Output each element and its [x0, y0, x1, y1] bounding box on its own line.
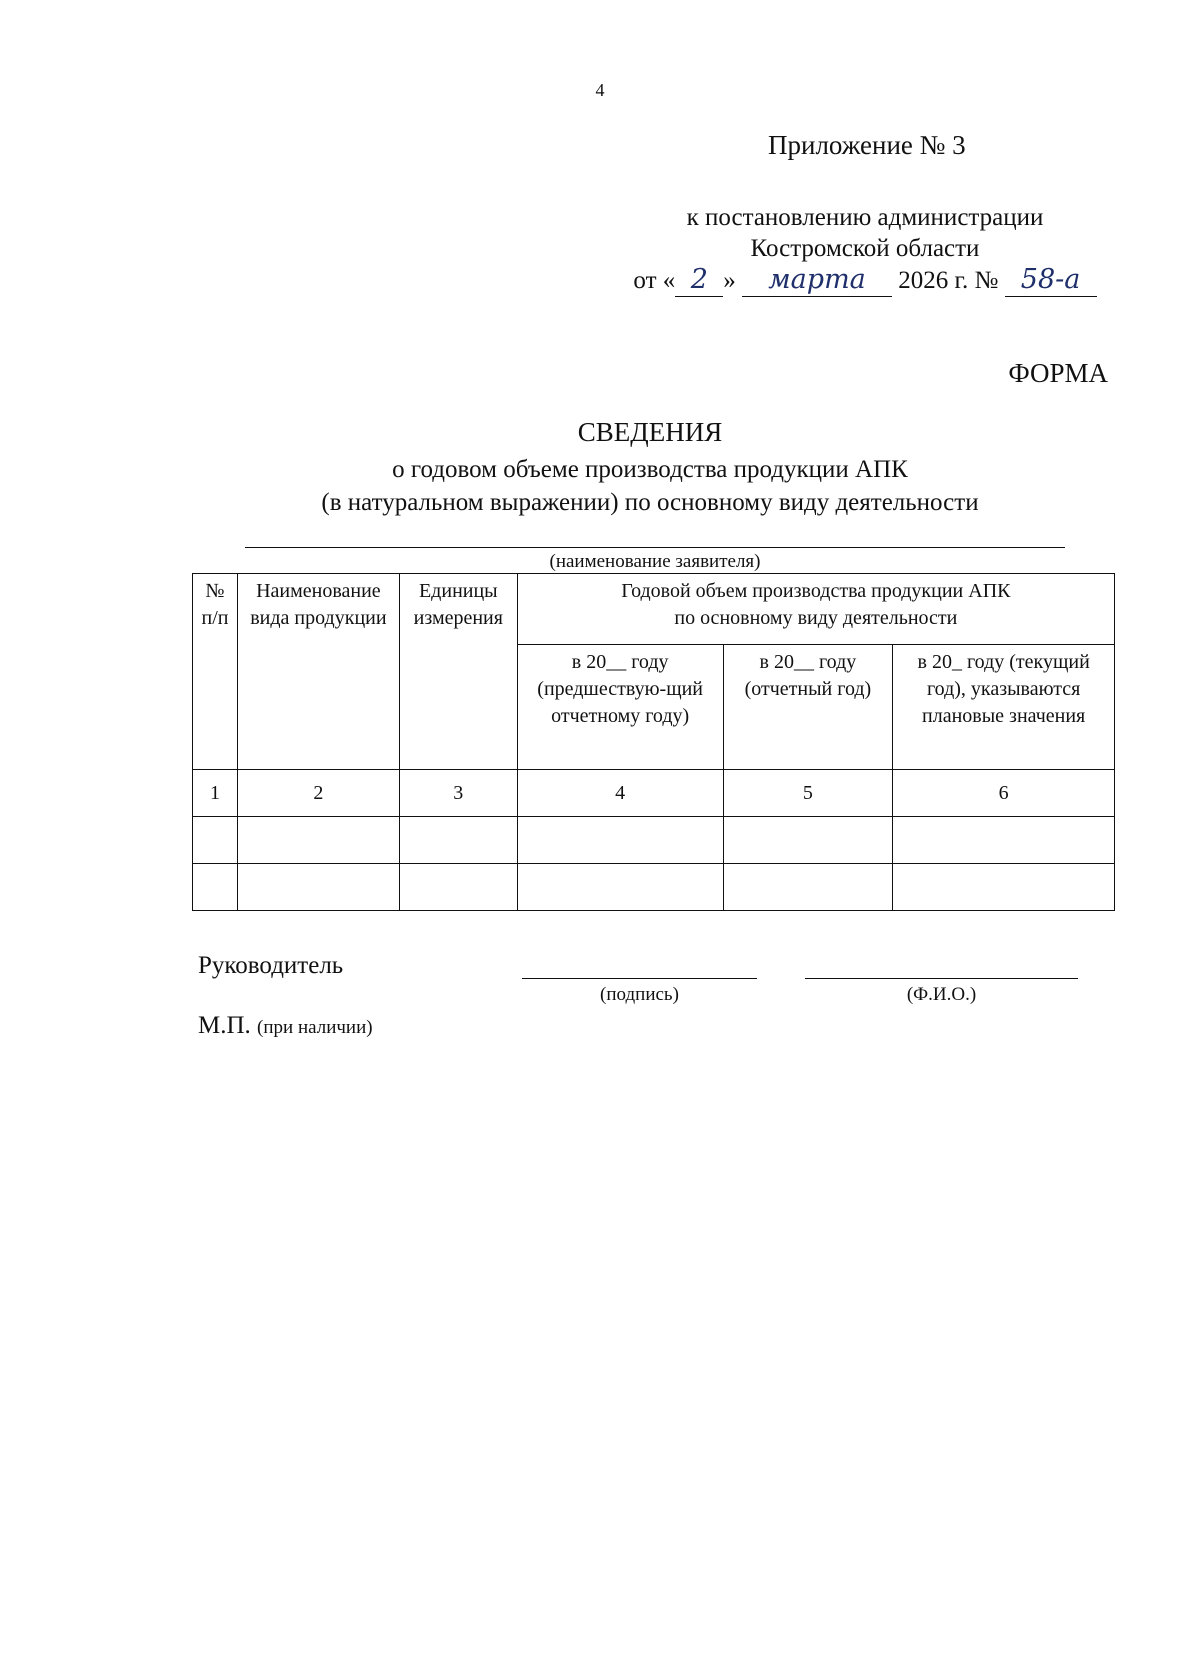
table-cell[interactable]: [193, 864, 238, 911]
applicant-name-line: [245, 547, 1065, 548]
applicant-caption: (наименование заявителя): [549, 551, 761, 572]
header-current-year: в 20_ году (текущий год), указываются плановые значения: [893, 645, 1115, 770]
decree-line-2: Костромской области: [750, 235, 980, 262]
table-cell[interactable]: [237, 864, 399, 911]
header-reporting-year: в 20__ году (отчетный год): [723, 645, 893, 770]
decree-year: 2026 г. №: [898, 267, 999, 294]
decree-month-handwritten: марта: [768, 264, 866, 295]
table-row: [193, 817, 1115, 864]
table-cell[interactable]: [893, 864, 1115, 911]
table-cell[interactable]: [723, 817, 893, 864]
column-number: 6: [893, 770, 1115, 817]
stamp-place: [198, 1012, 373, 1040]
header-annual-volume-line-1: Годовой объем производства продукции АПК: [621, 580, 1011, 602]
stamp-note: (при наличии): [257, 1017, 373, 1038]
document-subtitle-1: о годовом объеме производства продукции АПК: [392, 456, 908, 483]
header-number: № п/п: [193, 574, 238, 770]
decree-date-prefix: от «: [633, 267, 676, 294]
table-cell[interactable]: [193, 817, 238, 864]
decree-number-handwritten: 58-а: [1020, 264, 1081, 295]
column-number: 4: [517, 770, 723, 817]
table-cell[interactable]: [517, 817, 723, 864]
column-number: 1: [193, 770, 238, 817]
decree-line-1: к постановлению администрации: [686, 204, 1044, 231]
decree-line-3: [633, 264, 1096, 297]
column-numbers-row: [193, 770, 1115, 817]
column-number: 3: [399, 770, 517, 817]
table-cell[interactable]: [237, 817, 399, 864]
table-header-row: [193, 574, 1115, 645]
decree-month: [742, 264, 892, 297]
production-table: [192, 573, 1115, 911]
page-number: 4: [595, 80, 605, 100]
table-cell[interactable]: [517, 864, 723, 911]
signature-line[interactable]: [522, 978, 757, 979]
form-label: ФОРМА: [1008, 358, 1108, 388]
full-name-line[interactable]: [805, 978, 1078, 979]
header-previous-year: в 20__ году (предшествую-щий отчетному году): [517, 645, 723, 770]
table-cell[interactable]: [399, 864, 517, 911]
header-product-name: Наименование вида продукции: [237, 574, 399, 770]
full-name-caption: (Ф.И.О.): [906, 984, 977, 1005]
document-subtitle-2: (в натуральном выражении) по основному виду деятельности: [321, 489, 979, 516]
document-title: СВЕДЕНИЯ: [577, 417, 723, 447]
header-annual-volume: [517, 574, 1114, 645]
signature-caption: (подпись): [600, 984, 679, 1005]
column-number: 2: [237, 770, 399, 817]
decree-day: [675, 264, 723, 297]
column-number: 5: [723, 770, 893, 817]
head-signatory-label: Руководитель: [198, 952, 344, 979]
appendix-label: Приложение № 3: [768, 130, 966, 160]
header-annual-volume-line-2: по основному виду деятельности: [674, 607, 958, 629]
table-cell[interactable]: [893, 817, 1115, 864]
decree-quote-close: »: [723, 267, 736, 294]
decree-number: [1005, 264, 1097, 297]
stamp-label: М.П.: [198, 1012, 251, 1039]
decree-reference: [600, 202, 1130, 297]
decree-day-handwritten: 2: [690, 264, 708, 295]
header-units: Единицы измерения: [399, 574, 517, 770]
table-row: [193, 864, 1115, 911]
table-cell[interactable]: [399, 817, 517, 864]
table-cell[interactable]: [723, 864, 893, 911]
